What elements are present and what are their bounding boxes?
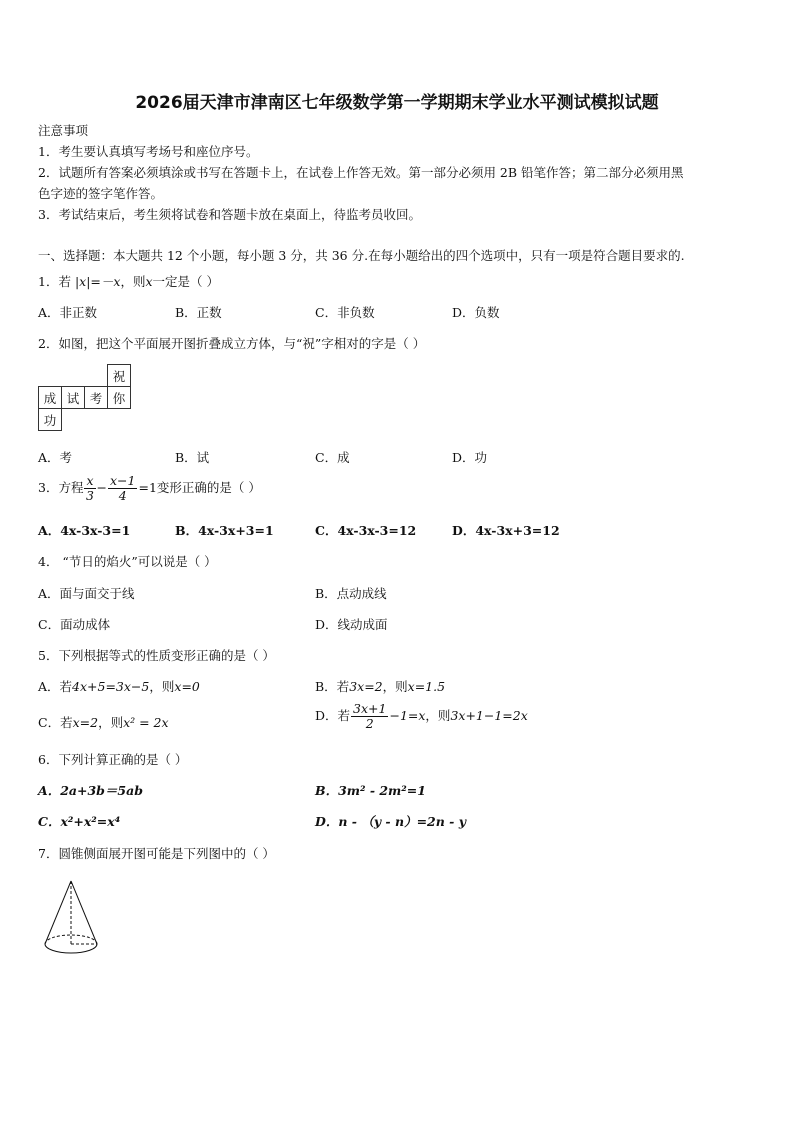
option-c: C．若x=2，则x² = 2x [38, 715, 169, 730]
question-7-stem: 7．圆锥侧面展开图可能是下列图中的（ ） [38, 846, 275, 861]
page-title: 2026届天津市津南区七年级数学第一学期期末学业水平测试模拟试题 [135, 93, 659, 113]
notice-heading: 注意事项 [38, 123, 89, 138]
cell-zhu: 祝 [108, 365, 131, 387]
question-6-stem: 6．下列计算正确的是（ ） [38, 752, 188, 767]
option-c: C．非负数 [315, 305, 375, 320]
option-b: B．3m² - 2m²=1 [315, 783, 426, 798]
option-d: D．若 $\frac{3x+1}{2}$ −1=x，则3x+1−1=2x [315, 701, 528, 731]
cube-net [38, 364, 131, 431]
option-a: A．非正数 [38, 305, 98, 320]
option-c: C．面动成体 [38, 617, 111, 632]
fraction: $\frac{x-1}{4}$ [110, 473, 136, 503]
notice-item: 2．试题所有答案必须填涂或书写在答题卡上，在试卷上作答无效。第一部分必须用 2B 铅笔作答；第二部分必须用黑 [38, 165, 684, 180]
option-a: A．4x-3x-3=1 [38, 523, 131, 538]
option-a: A．2a+3b＝5ab [38, 783, 143, 798]
option-b: B．若3x=2，则x=1.5 [315, 679, 446, 694]
section-heading: 一、选择题：本大题共 12 个小题，每小题 3 分，共 36 分.在每小题给出的四个选项中，只有一项是符合题目要求的. [38, 248, 685, 263]
option-d: D．n - （y - n）=2n - y [315, 814, 466, 829]
option-c: C．4x-3x-3=12 [315, 523, 417, 538]
option-d: D．功 [452, 450, 488, 465]
question-4-stem: 4． “节日的焰火”可以说是（ ） [38, 554, 217, 569]
notice-item: 3．考试结束后，考生须将试卷和答题卡放在桌面上，待监考员收回。 [38, 207, 421, 222]
notice-item: 色字迹的签字笔作答。 [38, 186, 164, 201]
question-3-stem: 3．方程 $\frac{x}{3}$ − $\frac{x-1}{4}$ =1变形正确的是（ ） [38, 473, 261, 503]
cone-figure [42, 878, 102, 960]
option-d: D．4x-3x+3=12 [452, 523, 560, 538]
notice-item: 1．考生要认真填写考场号和座位序号。 [38, 144, 259, 159]
cell-gong: 功 [39, 409, 62, 431]
cell-kao: 考 [85, 387, 108, 409]
cell-ni: 你 [108, 387, 131, 409]
question-5-stem: 5．下列根据等式的性质变形正确的是（ ） [38, 648, 275, 663]
question-1-stem: 1．若 |x|=－x，则x一定是（ ） [38, 274, 219, 289]
fraction: $\frac{x}{3}$ [86, 473, 94, 503]
option-c: C．成 [315, 450, 350, 465]
option-a: A．若4x+5=3x−5，则x=0 [38, 679, 200, 694]
cell-cheng: 成 [39, 387, 62, 409]
option-b: B．点动成线 [315, 586, 387, 601]
option-a: A．面与面交于线 [38, 586, 135, 601]
option-b: B．4x-3x+3=1 [175, 523, 274, 538]
option-b: B．正数 [175, 305, 222, 320]
option-c: C．x²+x²=x⁴ [38, 814, 121, 829]
option-b: B．试 [175, 450, 210, 465]
cell-shi: 试 [62, 387, 85, 409]
option-a: A．考 [38, 450, 73, 465]
option-d: D．线动成面 [315, 617, 388, 632]
option-d: D．负数 [452, 305, 500, 320]
fraction: $\frac{3x+1}{2}$ [353, 701, 387, 731]
question-2-stem: 2．如图，把这个平面展开图折叠成立方体，与“祝”字相对的字是（ ） [38, 336, 426, 351]
